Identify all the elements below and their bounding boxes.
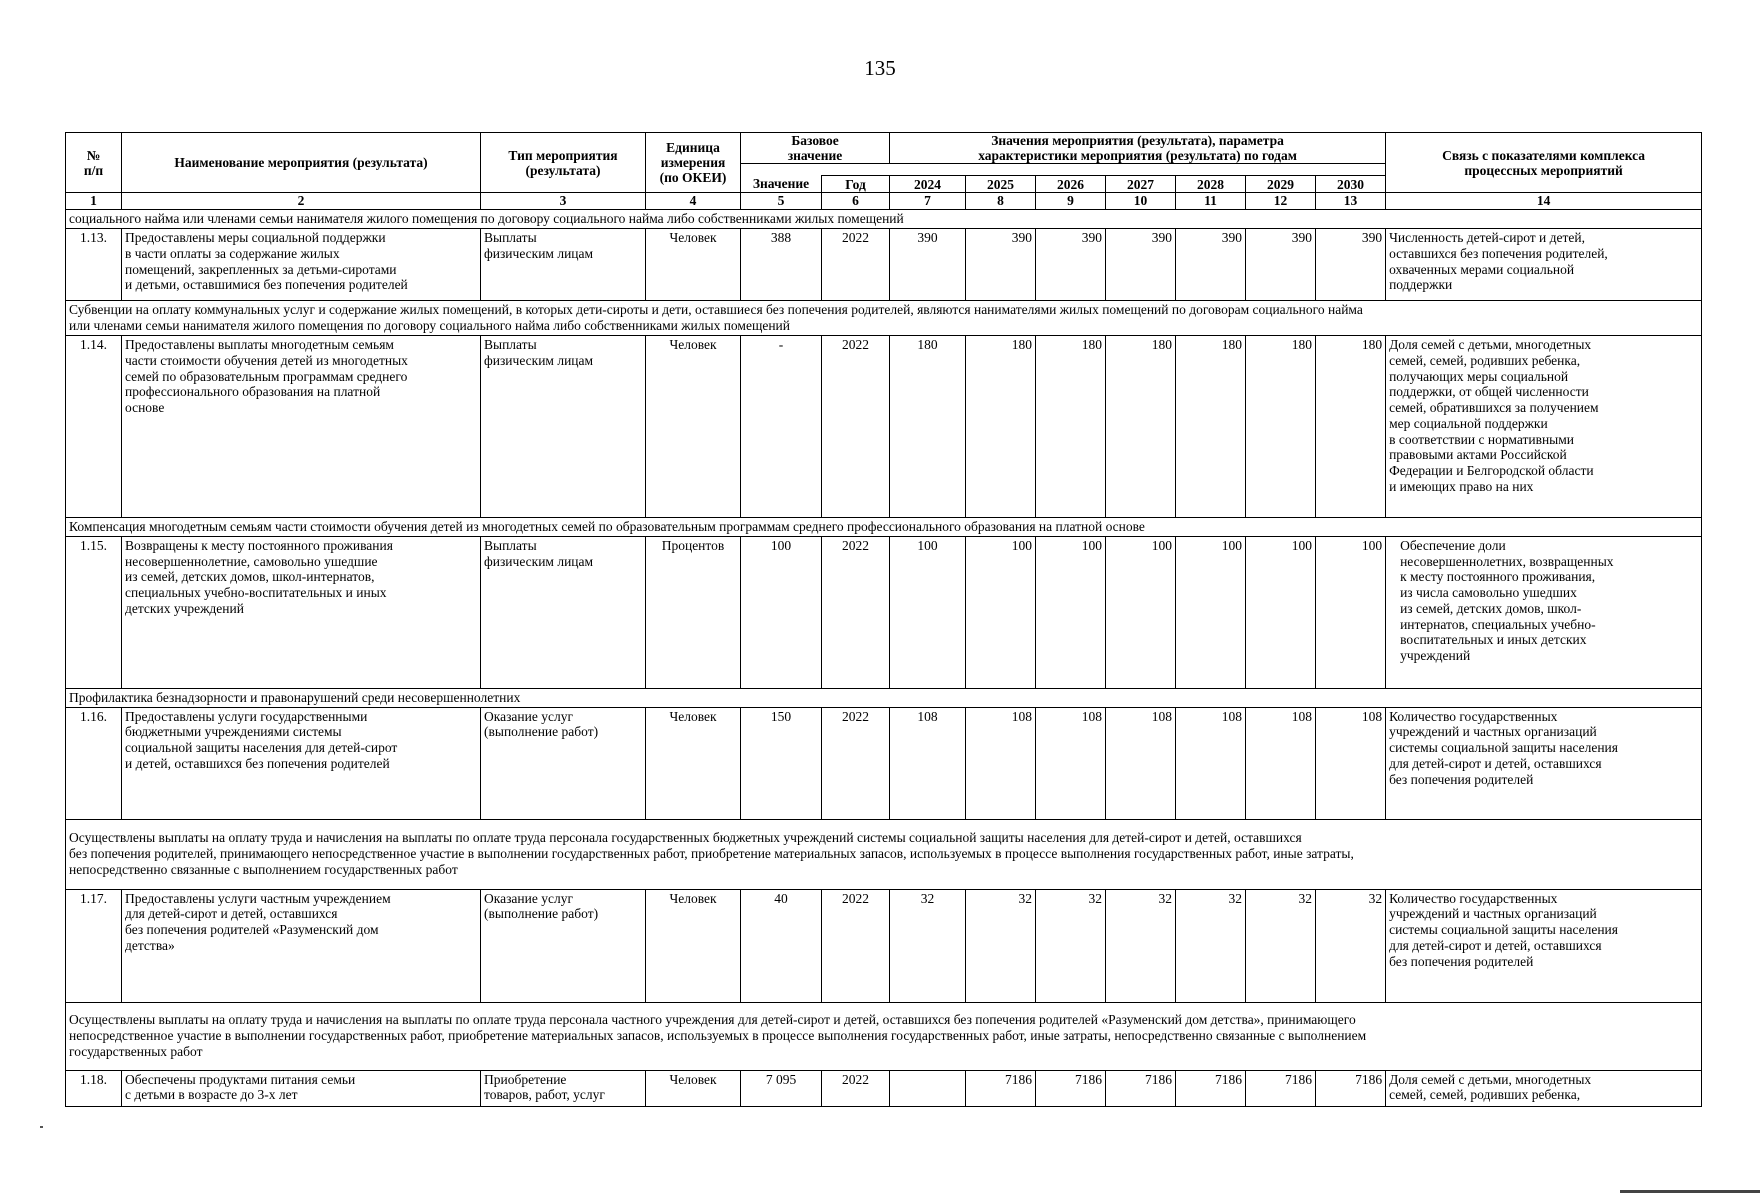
- page-number: 135: [864, 56, 896, 80]
- table-row: [66, 229, 1702, 301]
- column-number: 14: [1386, 193, 1702, 210]
- base-value: 388: [741, 229, 822, 301]
- base-value: 40: [741, 889, 822, 1002]
- table-row: [66, 889, 1702, 1002]
- year-value: 108: [1176, 707, 1246, 819]
- year-value: 100: [1176, 536, 1246, 688]
- year-value: 180: [890, 336, 966, 518]
- measure-unit: Человек: [646, 336, 741, 518]
- row-number: 1.16.: [66, 707, 122, 819]
- year-value: 32: [1036, 889, 1106, 1002]
- scan-speck: [40, 1126, 43, 1128]
- measure-name: Предоставлены меры социальной поддержки в части оплаты за содержание жилых помещений, закрепленных за детьми-сиротами и детьми, оставшимися без попечения родителей: [122, 229, 481, 301]
- year-value: 180: [1106, 336, 1176, 518]
- header-year: 2030: [1316, 176, 1386, 193]
- scan-edge-line: [1620, 1190, 1760, 1193]
- year-value: 390: [1316, 229, 1386, 301]
- column-number: 12: [1246, 193, 1316, 210]
- header-values: Значения мероприятия (результата), параметра характеристики мероприятия (результата) по годам: [890, 133, 1386, 164]
- year-value: 7186: [1106, 1070, 1176, 1106]
- column-number: 6: [822, 193, 890, 210]
- year-value: 180: [1176, 336, 1246, 518]
- year-value: 108: [1036, 707, 1106, 819]
- measure-unit: Человек: [646, 707, 741, 819]
- column-number: 7: [890, 193, 966, 210]
- base-year: 2022: [822, 536, 890, 688]
- column-number: 11: [1176, 193, 1246, 210]
- header-link: Связь с показателями комплекса процессных мероприятий: [1386, 133, 1702, 193]
- row-number: 1.15.: [66, 536, 122, 688]
- base-value: 100: [741, 536, 822, 688]
- header-name: Наименование мероприятия (результата): [122, 133, 481, 193]
- year-value: 390: [1246, 229, 1316, 301]
- header-year: 2025: [966, 176, 1036, 193]
- measure-name: Возвращены к месту постоянного проживания несовершеннолетние, самовольно ушедшие из семей, детских домов, школ-интернатов, специальных учебно-воспитательных и иных детских учреждений: [122, 536, 481, 688]
- column-numbers-row: [66, 193, 1702, 210]
- year-value: 100: [1246, 536, 1316, 688]
- year-value: 390: [890, 229, 966, 301]
- column-number: 5: [741, 193, 822, 210]
- row-number: 1.17.: [66, 889, 122, 1002]
- base-year: 2022: [822, 1070, 890, 1106]
- column-number: 2: [122, 193, 481, 210]
- year-value: 108: [966, 707, 1036, 819]
- header-type: Тип мероприятия (результата): [481, 133, 646, 193]
- header-year: 2024: [890, 176, 966, 193]
- year-value: 180: [1036, 336, 1106, 518]
- measure-unit: Процентов: [646, 536, 741, 688]
- year-value: 100: [890, 536, 966, 688]
- section-title: Субвенции на оплату коммунальных услуг и содержание жилых помещений, в которых дети-сироты и дети, оставшиеся без попечения родителей, являются нанимателями жилых помещений по договорам социального найма или членами семьи нанимателя жилого помещения по договору социального найма либо собственниками жилых помещений: [69, 302, 1363, 333]
- year-value: 32: [1316, 889, 1386, 1002]
- base-year: 2022: [822, 336, 890, 518]
- header-unit: Единица измерения (по ОКЕИ): [646, 133, 741, 193]
- measure-type: Выплаты физическим лицам: [481, 536, 646, 688]
- column-number: 1: [66, 193, 122, 210]
- base-year: 2022: [822, 889, 890, 1002]
- header-base-value: Значение: [741, 176, 822, 193]
- year-value: 32: [1176, 889, 1246, 1002]
- section-row: [66, 301, 1702, 336]
- year-value: [890, 1070, 966, 1106]
- year-value: 108: [1316, 707, 1386, 819]
- year-value: 390: [966, 229, 1036, 301]
- measure-name: Предоставлены услуги государственными бюджетными учреждениями системы социальной защиты населения для детей-сирот и детей, оставшихся без попечения родителей: [122, 707, 481, 819]
- year-value: 180: [966, 336, 1036, 518]
- year-value: 100: [966, 536, 1036, 688]
- base-year: 2022: [822, 229, 890, 301]
- year-value: 108: [1246, 707, 1316, 819]
- year-value: 100: [1106, 536, 1176, 688]
- indicator-link: Доля семей с детьми, многодетных семей, семей, родивших ребенка, получающих меры социальной поддержки, от общей численности семей, обратившихся за получением мер социальной поддержки в соответствии с нормативными правовыми актами Российской Федерации и Белгородской области и имеющих право на них: [1386, 336, 1702, 518]
- column-number: 13: [1316, 193, 1386, 210]
- row-number: 1.18.: [66, 1070, 122, 1106]
- year-value: 32: [890, 889, 966, 1002]
- base-value: 150: [741, 707, 822, 819]
- measure-name: Обеспечены продуктами питания семьи с детьми в возрасте до 3-х лет: [122, 1070, 481, 1106]
- year-value: 390: [1176, 229, 1246, 301]
- section-title: Осуществлены выплаты на оплату труда и начисления на выплаты по оплате труда персонала государственных бюджетных учреждений системы социальной защиты населения для детей-сирот и детей, оставшихся без попечения родителей, принимающего непосредственное участие в выполнении государственных работ, приобретение материальных запасов, используемых в процессе выполнения государственных работ, иные затраты, непосредственно связанные с выполнением государственных работ: [69, 830, 1354, 877]
- indicator-link: Доля семей с детьми, многодетных семей, семей, родивших ребенка,: [1386, 1070, 1702, 1106]
- measure-unit: Человек: [646, 1070, 741, 1106]
- section-row: [66, 210, 1702, 229]
- header-base-year: Год: [822, 176, 890, 193]
- year-value: 32: [966, 889, 1036, 1002]
- header-year: 2028: [1176, 176, 1246, 193]
- year-value: 7186: [1176, 1070, 1246, 1106]
- section-title: Осуществлены выплаты на оплату труда и начисления на выплаты по оплате труда персонала частного учреждения для детей-сирот и детей, оставшихся без попечения родителей «Разуменский дом детства», принимающего непосредственное участие в выполнении государственных работ, приобретение материальных запасов, используемых в процессе выполнения государственных работ, иные затраты, непосредственно связанные с выполнением государственных работ: [69, 1012, 1367, 1059]
- year-value: 7186: [1036, 1070, 1106, 1106]
- year-value: 180: [1246, 336, 1316, 518]
- measure-type: Выплаты физическим лицам: [481, 336, 646, 518]
- year-value: 390: [1106, 229, 1176, 301]
- section-row: [66, 518, 1702, 537]
- header-num: № п/п: [66, 133, 122, 193]
- year-value: 390: [1036, 229, 1106, 301]
- measure-type: Выплаты физическим лицам: [481, 229, 646, 301]
- year-value: 100: [1036, 536, 1106, 688]
- column-number: 10: [1106, 193, 1176, 210]
- base-value: -: [741, 336, 822, 518]
- base-value: 7 095: [741, 1070, 822, 1106]
- header-base: Базовое значение: [741, 133, 890, 164]
- year-value: 7186: [1246, 1070, 1316, 1106]
- measures-table: [65, 132, 1702, 1107]
- measure-type: Приобретение товаров, работ, услуг: [481, 1070, 646, 1106]
- year-value: 32: [1106, 889, 1176, 1002]
- table-row: [66, 336, 1702, 518]
- section-row: [66, 1002, 1702, 1070]
- column-number: 3: [481, 193, 646, 210]
- base-year: 2022: [822, 707, 890, 819]
- section-title: Компенсация многодетным семьям части стоимости обучения детей из многодетных семей по образовательным программам среднего профессионального образования на платной основе: [69, 519, 1145, 534]
- year-value: 7186: [1316, 1070, 1386, 1106]
- header-year: 2026: [1036, 176, 1106, 193]
- measure-unit: Человек: [646, 229, 741, 301]
- year-value: 180: [1316, 336, 1386, 518]
- year-value: 32: [1246, 889, 1316, 1002]
- table-row: [66, 536, 1702, 688]
- measure-name: Предоставлены выплаты многодетным семьям части стоимости обучения детей из многодетных семей по образовательным программам среднего профессионального образования на платной основе: [122, 336, 481, 518]
- table-row: [66, 707, 1702, 819]
- year-value: 108: [1106, 707, 1176, 819]
- year-value: 108: [890, 707, 966, 819]
- section-row: [66, 819, 1702, 889]
- column-number: 9: [1036, 193, 1106, 210]
- table-row: [66, 1070, 1702, 1106]
- column-number: 4: [646, 193, 741, 210]
- row-number: 1.14.: [66, 336, 122, 518]
- year-value: 100: [1316, 536, 1386, 688]
- measure-unit: Человек: [646, 889, 741, 1002]
- indicator-link: Обеспечение доли несовершеннолетних, возвращенных к месту постоянного проживания, из числа самовольно ушедших из семей, детских домов, школ- интернатов, специальных учебно- воспитательных и иных детских учреждений: [1386, 536, 1702, 688]
- year-value: 7186: [966, 1070, 1036, 1106]
- measure-name: Предоставлены услуги частным учреждением для детей-сирот и детей, оставшихся без попечения родителей «Разуменский дом детства»: [122, 889, 481, 1002]
- indicator-link: Количество государственных учреждений и частных организаций системы социальной защиты населения для детей-сирот и детей, оставшихся без попечения родителей: [1386, 707, 1702, 819]
- section-title: социального найма или членами семьи нанимателя жилого помещения по договору социального найма либо собственниками жилых помещений: [69, 211, 904, 227]
- header-year: 2029: [1246, 176, 1316, 193]
- column-number: 8: [966, 193, 1036, 210]
- measure-type: Оказание услуг (выполнение работ): [481, 707, 646, 819]
- measure-type: Оказание услуг (выполнение работ): [481, 889, 646, 1002]
- indicator-link: Численность детей-сирот и детей, оставшихся без попечения родителей, охваченных мерами социальной поддержки: [1386, 229, 1702, 301]
- section-title: Профилактика безнадзорности и правонарушений среди несовершеннолетних: [69, 689, 521, 705]
- header-year: 2027: [1106, 176, 1176, 193]
- section-row: [66, 688, 1702, 707]
- row-number: 1.13.: [66, 229, 122, 301]
- indicator-link: Количество государственных учреждений и частных организаций системы социальной защиты населения для детей-сирот и детей, оставшихся без попечения родителей: [1386, 889, 1702, 1002]
